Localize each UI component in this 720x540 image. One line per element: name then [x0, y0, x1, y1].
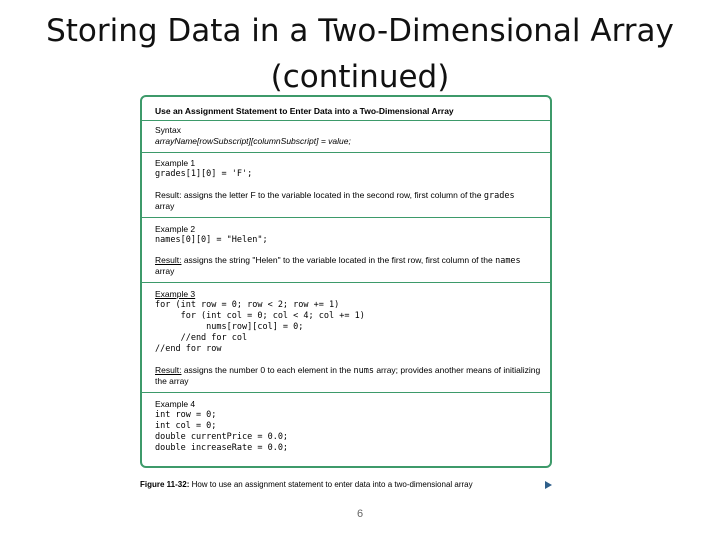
slide-title [40, 8, 680, 100]
figure-header: Use an Assignment Statement to Enter Data into a Two-Dimensional Array [155, 106, 454, 116]
caption-text: How to use an assignment statement to enter data into a two-dimensional array [189, 480, 473, 489]
example-3-code-line: //end for row [155, 344, 222, 354]
example-2-code-line: names[0][0] = "Helen"; [155, 235, 268, 245]
result-label: Result: [155, 365, 182, 375]
syntax-label: Syntax [155, 125, 181, 135]
divider [142, 152, 550, 153]
result-code: names [495, 256, 521, 266]
syntax-line [155, 136, 351, 147]
result-tail: array; provides another means of initializing [373, 365, 541, 375]
result-text: assigns the letter F to the variable located in the second row, first column of the [181, 190, 484, 200]
example-4-code-line: int col = 0; [155, 421, 217, 431]
example-3-result-end: the array [155, 376, 189, 386]
result-text: assigns the number 0 to each element in the [181, 365, 354, 375]
example-2-result [155, 255, 521, 267]
result-label: Result: [155, 255, 182, 265]
example-1-label: Example 1 [155, 158, 196, 168]
caption-label: Figure 11-32: [140, 480, 190, 489]
example-4-code-line: double increaseRate = 0.0; [155, 443, 289, 453]
result-code: nums [353, 366, 374, 376]
divider [142, 282, 550, 283]
example-3-code-line: for (int col = 0; col < 4; col += 1) [155, 311, 365, 321]
example-3-result [155, 365, 540, 377]
figure-box [140, 95, 552, 468]
example-4-code-line: double currentPrice = 0.0; [155, 432, 289, 442]
result-text: assigns the string "Helen" to the variable located in the first row, first column of the [181, 255, 496, 265]
syntax-array-name: arrayName [155, 136, 198, 146]
example-1-code-line: grades[1][0] = 'F'; [155, 169, 253, 179]
example-2-label: Example 2 [155, 224, 196, 234]
result-label: Result: [155, 190, 182, 200]
title-line-2: (continued) [270, 59, 450, 95]
play-arrow-icon[interactable] [545, 481, 552, 489]
title-line-1: Storing Data in a Two-Dimensional Array [46, 13, 674, 49]
figure-caption [140, 480, 473, 489]
divider [142, 120, 550, 121]
example-3-code-line: for (int row = 0; row < 2; row += 1) [155, 300, 340, 310]
example-3-label: Example 3 [155, 289, 196, 299]
divider [142, 392, 550, 393]
divider [142, 217, 550, 218]
example-3-code-line: nums[row][col] = 0; [155, 322, 304, 332]
example-2-result-end: array [155, 266, 175, 276]
example-4-label: Example 4 [155, 399, 196, 409]
example-3-code-line: //end for col [155, 333, 248, 343]
result-code: grades [483, 191, 515, 201]
page-number: 6 [356, 508, 364, 520]
example-1-result [155, 190, 515, 202]
syntax-rest: [rowSubscript][columnSubscript] = value; [197, 136, 351, 146]
example-1-result-end: array [155, 201, 175, 211]
example-4-code-line: int row = 0; [155, 410, 217, 420]
